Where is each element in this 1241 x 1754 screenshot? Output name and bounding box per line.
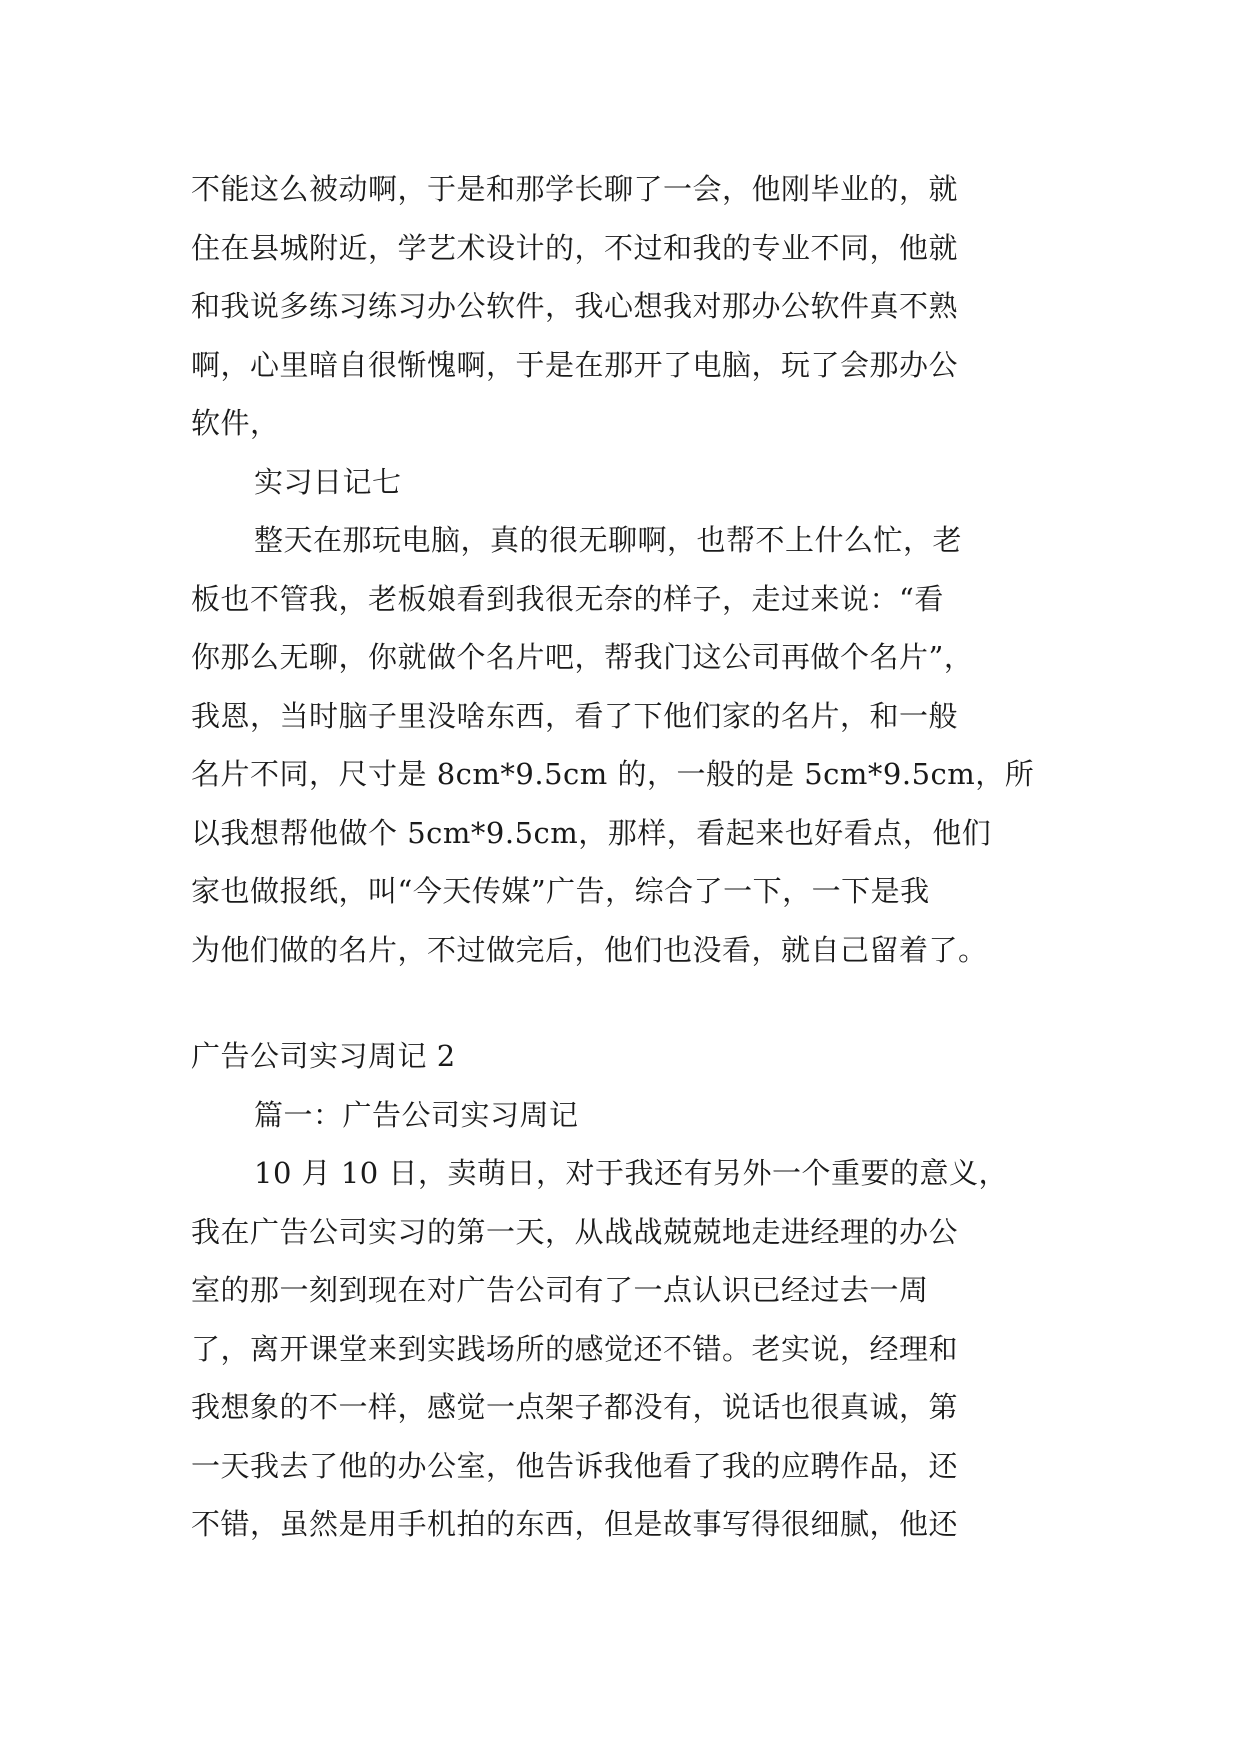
text-line: 和我说多练习练习办公软件，我心想我对那办公软件真不熟 — [191, 289, 959, 323]
diary-heading: 实习日记七 — [254, 464, 402, 499]
section-title: 广告公司实习周记 2 — [191, 1039, 456, 1073]
paragraph-weekly-journal — [191, 1144, 1054, 1554]
text-line: 不能这么被动啊，于是和那学长聊了一会，他刚毕业的，就 — [191, 172, 959, 206]
text-line: 以我想帮他做个 5cm*9.5cm，那样，看起来也好看点，他们 — [191, 815, 992, 850]
text-line: 啊，心里暗自很惭愧啊，于是在那开了电脑，玩了会那办公 — [191, 347, 959, 382]
text-line: 一天我去了他的办公室，他告诉我他看了我的应聘作品，还 — [191, 1448, 959, 1483]
paragraph-continuation — [191, 160, 1054, 453]
text-line: 板也不管我，老板娘看到我很无奈的样子，走过来说：“看 — [191, 581, 944, 616]
section-subtitle: 篇一：广告公司实习周记 — [254, 1097, 579, 1132]
text-line: 我在广告公司实习的第一天，从战战兢兢地走进经理的办公 — [191, 1214, 959, 1249]
text-line: 名片不同，尺寸是 8cm*9.5cm 的，一般的是 5cm*9.5cm，所 — [191, 757, 1035, 791]
text-line: 整天在那玩电脑，真的很无聊啊，也帮不上什么忙，老 — [254, 523, 963, 557]
text-line: 了，离开课堂来到实践场所的感觉还不错。老实说，经理和 — [191, 1331, 959, 1366]
text-line: 不错，虽然是用手机拍的东西，但是故事写得很细腻，他还 — [191, 1507, 959, 1541]
text-line: 10 月 10 日，卖萌日，对于我还有另外一个重要的意义， — [254, 1156, 1008, 1190]
text-line: 软件， — [191, 406, 280, 440]
text-line: 住在县城附近，学艺术设计的，不过和我的专业不同，他就 — [191, 230, 959, 265]
document-body — [191, 160, 1054, 1554]
text-line: 家也做报纸，叫“今天传媒”广告，综合了一下，一下是我 — [191, 874, 930, 908]
text-line: 室的那一刻到现在对广告公司有了一点认识已经过去一周 — [191, 1273, 929, 1307]
text-line: 为他们做的名片，不过做完后，他们也没看，就自己留着了。 — [191, 932, 988, 967]
text-line: 我恩，当时脑子里没啥东西，看了下他们家的名片，和一般 — [191, 698, 959, 733]
text-line: 你那么无聊，你就做个名片吧，帮我门这公司再做个名片”， — [191, 640, 974, 674]
section-gap — [191, 979, 1054, 1027]
text-line: 我想象的不一样，感觉一点架子都没有，说话也很真诚，第 — [191, 1390, 959, 1424]
paragraph-diary-seven — [191, 511, 1054, 979]
